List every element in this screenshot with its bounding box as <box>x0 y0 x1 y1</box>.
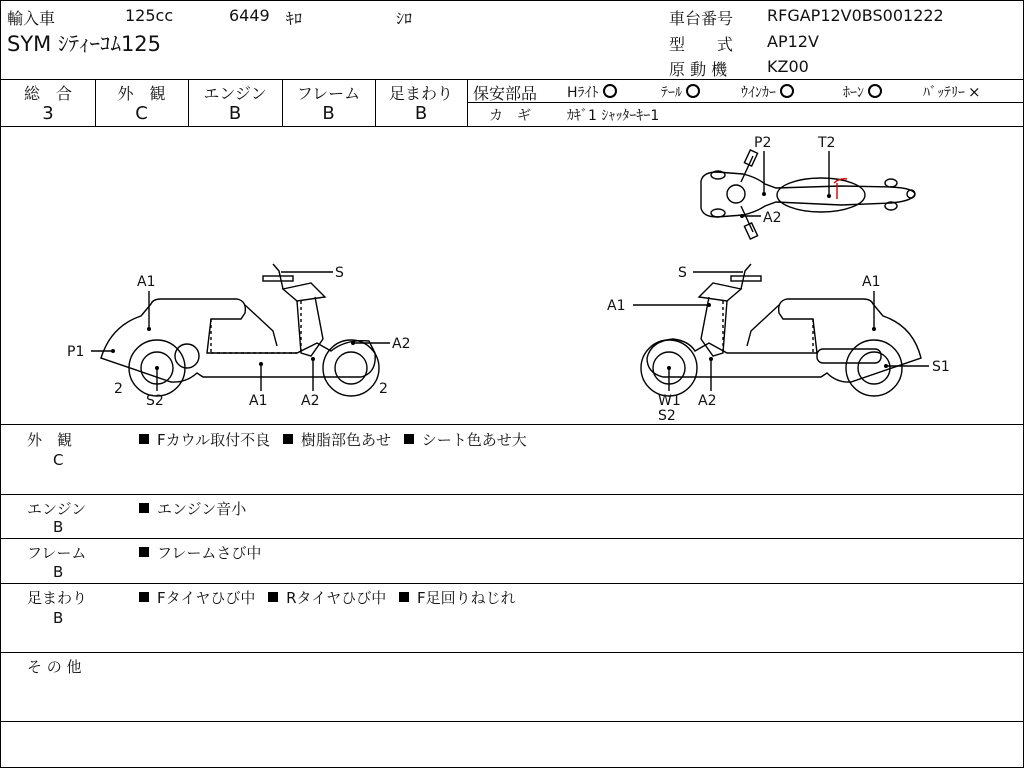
safety-item-horn <box>843 82 882 102</box>
remark-engine-items <box>139 498 246 519</box>
frame-no: RFGAP12V0BS001222 <box>767 6 944 25</box>
mileage-unit: ｷﾛ <box>286 9 303 28</box>
label-left-a1-top: A1 <box>137 274 156 290</box>
remark-exterior-grade: C <box>53 451 64 469</box>
headlight-label: Hﾗｲﾄ <box>567 85 599 101</box>
label-right-w1: W1 <box>658 393 681 409</box>
battery-label: ﾊﾞｯﾃﾘｰ <box>923 85 965 101</box>
remark-exterior-category: 外 観 <box>27 431 73 449</box>
safety-label: 保安部品 <box>473 84 538 103</box>
color-text: ｼﾛ <box>396 9 413 28</box>
grade-engine-label: エンジン <box>203 84 267 103</box>
bullet-icon <box>139 592 149 602</box>
grade-suspension-value: B <box>414 103 428 124</box>
bullet-icon <box>139 434 149 444</box>
bullet-icon <box>139 547 149 557</box>
grade-exterior-value: C <box>135 103 148 124</box>
scooter-left-view <box>91 264 390 396</box>
remark-item: エンジン音小 <box>157 500 247 518</box>
remark-suspension-grade: B <box>53 609 64 627</box>
remark-item: フレームさび中 <box>157 544 262 562</box>
key-value: ｶｷﾞ1 ｼｬｯﾀｰｷｰ1 <box>567 108 660 124</box>
winker-label: ｳｲﾝｶｰ <box>741 85 776 101</box>
ok-circle-icon <box>603 84 617 98</box>
grade-frame-label: フレーム <box>296 84 361 103</box>
remark-item: Fカウル取付不良 <box>157 431 271 449</box>
tail-label: ﾃｰﾙ <box>661 85 682 101</box>
label-top-p2: P2 <box>754 135 772 151</box>
remark-frame-category: フレーム <box>27 544 87 562</box>
safety-item-winker <box>741 82 794 102</box>
label-left-a1-bottom: A1 <box>249 393 268 409</box>
safety-item-battery <box>923 82 981 102</box>
label-right-s: S <box>678 265 687 281</box>
remark-suspension-items <box>139 587 516 608</box>
scooter-top-view <box>701 150 915 239</box>
category-text: 輸入車 <box>7 9 56 28</box>
safety-item-tail <box>661 82 700 102</box>
scooter-right-view <box>633 264 929 396</box>
remark-item: シート色あせ大 <box>421 431 527 449</box>
grade-frame-value: B <box>322 103 335 124</box>
bullet-icon <box>399 592 409 602</box>
engine-label: 原 動 機 <box>669 60 728 79</box>
remark-item: 樹脂部色あせ <box>300 431 391 449</box>
label-left-s2: S2 <box>146 393 164 409</box>
grade-engine-value: B <box>228 103 242 124</box>
remark-other-category: そ の 他 <box>27 658 82 676</box>
remark-suspension-category: 足まわり <box>27 589 88 607</box>
remark-frame-grade: B <box>53 563 64 581</box>
bullet-icon <box>404 434 414 444</box>
frame-no-label: 車台番号 <box>669 9 734 28</box>
label-right-s2: S2 <box>658 408 676 424</box>
label-top-t2: T2 <box>818 135 836 151</box>
mileage-value: 6449 <box>229 6 270 25</box>
bullet-icon <box>268 592 278 602</box>
label-left-2-front: 2 <box>114 381 123 397</box>
label-left-2-rear: 2 <box>379 381 388 397</box>
label-right-a2: A2 <box>698 393 717 409</box>
type-value: AP12V <box>767 32 819 51</box>
ok-circle-icon <box>686 84 700 98</box>
label-left-s: S <box>335 265 344 281</box>
remark-frame-items <box>139 542 261 563</box>
grade-exterior-label: 外 観 <box>117 84 166 103</box>
label-right-a1-rear: A1 <box>862 274 881 290</box>
remark-engine-category: エンジン <box>27 500 87 518</box>
remark-item: F足回りねじれ <box>417 589 516 607</box>
safety-item-headlight <box>567 82 617 102</box>
bullet-icon <box>283 434 293 444</box>
grade-suspension-label: 足まわり <box>388 84 453 103</box>
displacement-text: 125cc <box>125 6 174 25</box>
label-right-a1-left: A1 <box>607 298 626 314</box>
remark-exterior-items <box>139 429 527 450</box>
horn-label: ﾎｰﾝ <box>843 85 864 101</box>
label-right-s1: S1 <box>932 359 950 375</box>
engine-value: KZ00 <box>767 57 809 76</box>
bullet-icon <box>139 503 149 513</box>
ok-circle-icon <box>868 84 882 98</box>
remark-item: Fタイヤひび中 <box>157 589 256 607</box>
label-left-p1: P1 <box>67 344 85 360</box>
ng-cross-icon: × <box>968 83 981 101</box>
ok-circle-icon <box>780 84 794 98</box>
remark-item: Rタイヤひび中 <box>286 589 387 607</box>
key-label: カ ギ <box>489 108 531 124</box>
grade-overall-value: 3 <box>42 103 54 124</box>
damage-diagram <box>1 126 1023 424</box>
grade-overall-label: 総 合 <box>23 84 72 103</box>
model-name: SYM ｼﾃｨｰｺﾑ125 <box>7 32 162 56</box>
label-top-a2: A2 <box>763 210 782 226</box>
remark-engine-grade: B <box>53 518 64 536</box>
label-left-a2-bottom: A2 <box>301 393 320 409</box>
label-left-a2-right: A2 <box>392 336 411 352</box>
type-label: 型 式 <box>669 35 734 54</box>
